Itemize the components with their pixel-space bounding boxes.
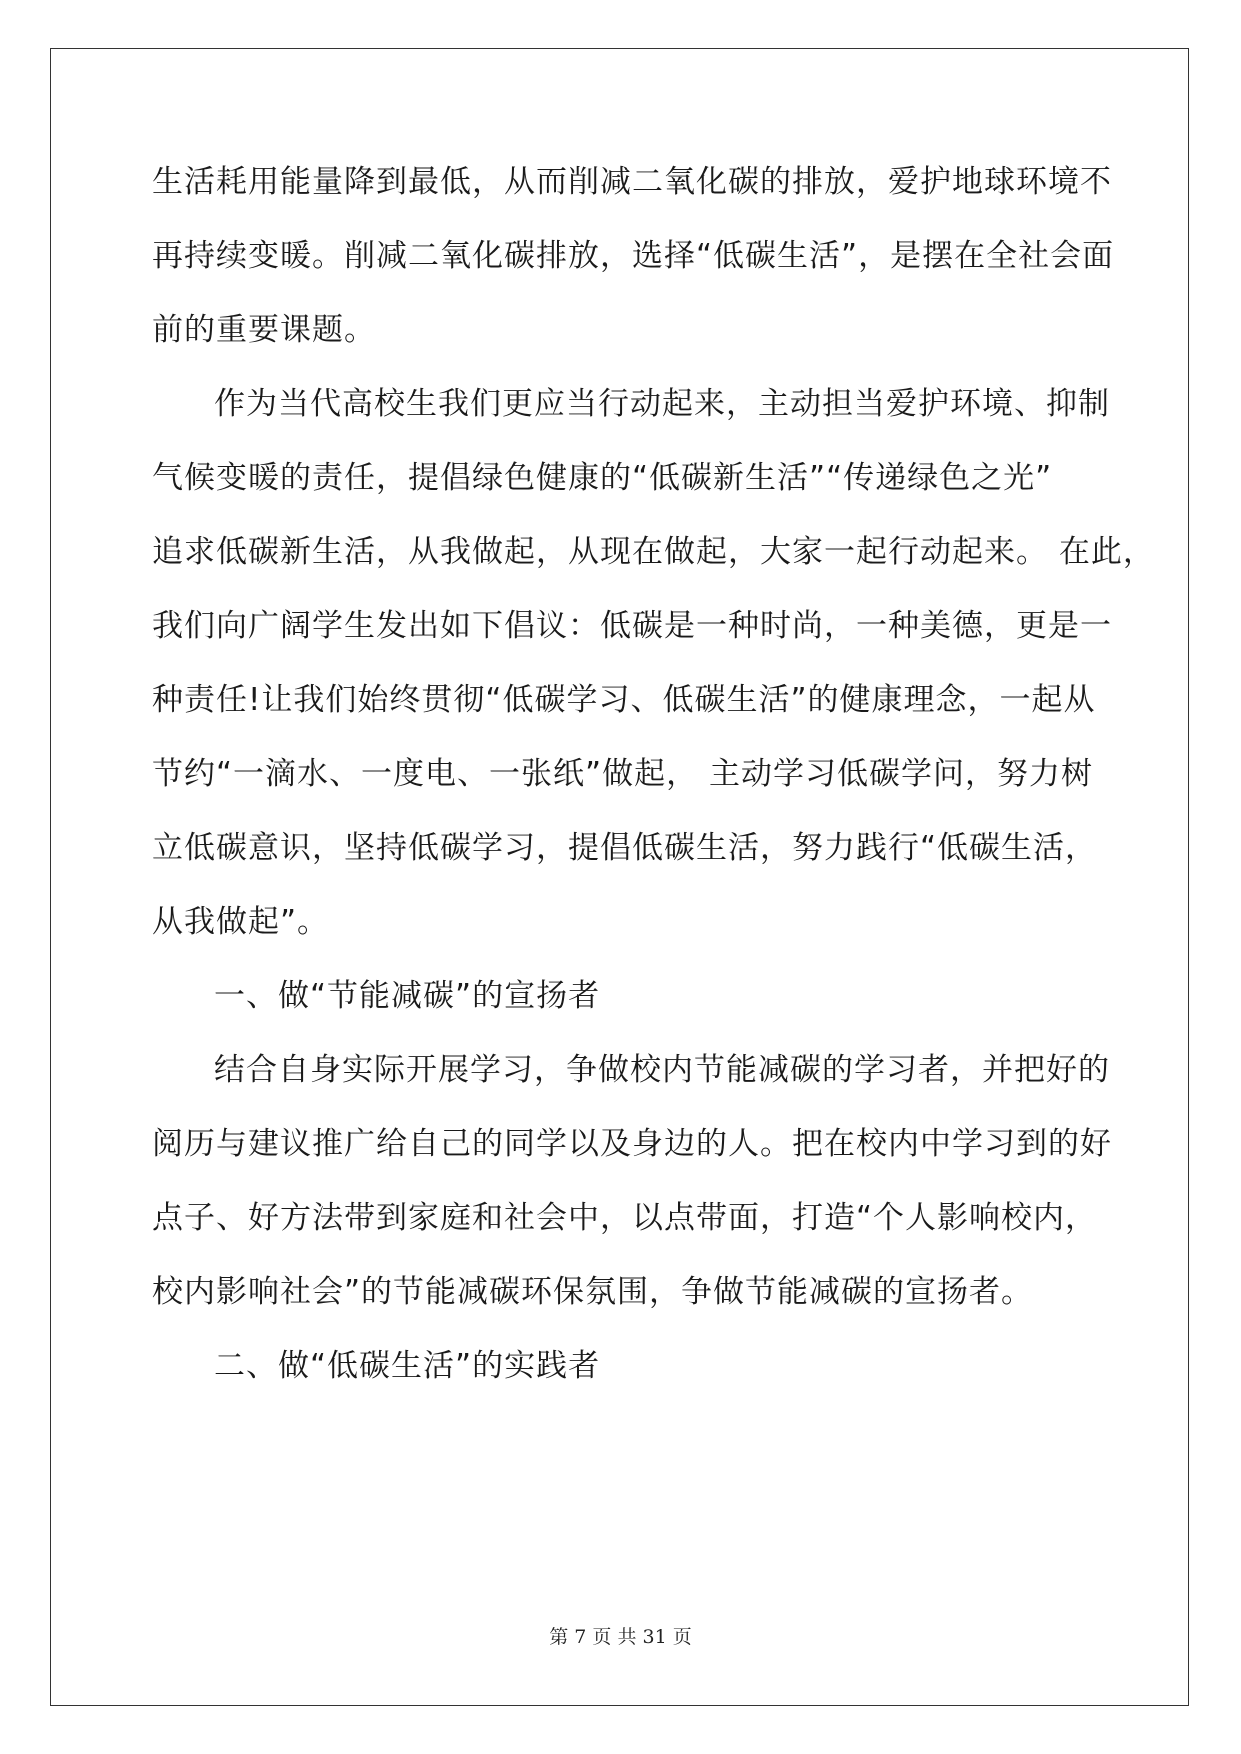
page-number-footer: 第 7 页 共 31 页 — [549, 1626, 692, 1648]
text-line: 再持续变暖。削减二氧化碳排放，选择“低碳生活”，是摆在全社会面 — [152, 238, 1115, 274]
page-border — [50, 48, 1189, 1706]
text-line: 立低碳意识，坚持低碳学习，提倡低碳生活，努力践行“低碳生活， — [152, 830, 1098, 866]
text-line: 从我做起”。 — [152, 904, 330, 940]
section-heading-1: 一、做“节能减碳”的宣扬者 — [214, 978, 601, 1014]
text-line: 种责任!让我们始终贯彻“低碳学习、低碳生活”的健康理念，一起从 — [152, 682, 1096, 718]
text-line: 节约“一滴水、一度电、一张纸”做起， 主动学习低碳学问，努力树 — [152, 756, 1093, 792]
section-heading-2: 二、做“低碳生活”的实践者 — [214, 1348, 601, 1384]
text-line: 阅历与建议推广给自己的同学以及身边的人。把在校内中学习到的好 — [152, 1126, 1112, 1162]
text-line: 生活耗用能量降到最低，从而削减二氧化碳的排放，爱护地球环境不 — [152, 164, 1112, 200]
text-line: 追求低碳新生活，从我做起，从现在做起，大家一起行动起来。 在此， — [152, 534, 1155, 570]
paragraph-start-line: 结合自身实际开展学习，争做校内节能减碳的学习者，并把好的 — [214, 1052, 1110, 1088]
text-line: 点子、好方法带到家庭和社会中，以点带面，打造“个人影响校内， — [152, 1200, 1098, 1236]
paragraph-start-line: 作为当代高校生我们更应当行动起来，主动担当爱护环境、抑制 — [214, 386, 1110, 422]
text-line: 我们向广阔学生发出如下倡议：低碳是一种时尚，一种美德，更是一 — [152, 608, 1112, 644]
text-line: 气候变暖的责任，提倡绿色健康的“低碳新生活”“传递绿色之光” — [152, 460, 1053, 496]
text-line: 校内影响社会”的节能减碳环保氛围，争做节能减碳的宣扬者。 — [152, 1274, 1034, 1310]
text-line: 前的重要课题。 — [152, 312, 376, 348]
